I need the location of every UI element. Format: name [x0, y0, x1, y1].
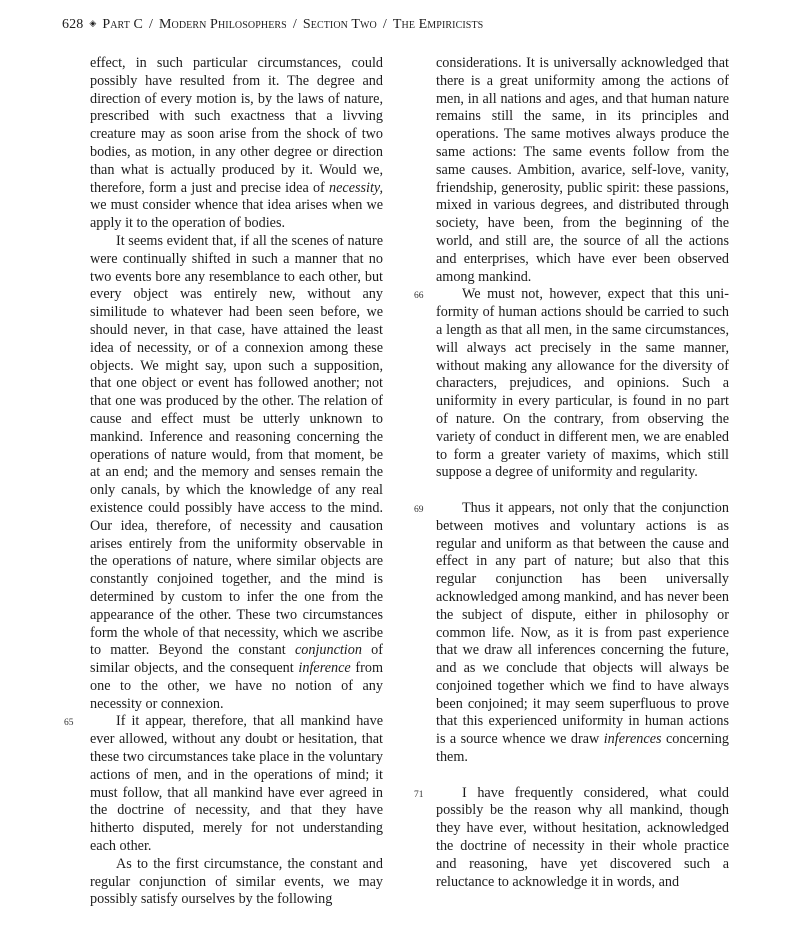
- paragraph-text: Thus it appears, not only that the conjunction between motives and voluntary actions is as regular and uniform as that between the cause and effect in any part of nature; but also that this regular conjunction has been universally acknowledged among mankind, and has never been the subject of dispute, either in philosophy or common life. Now, as it is from past experience that we draw all inferences concerning the future, and as we conclude that objects will always be conjoined together which we find to have always been conjoined; it may seem superfluous to prove that this experienced uniformity in human actions is a source whence we draw: [436, 499, 729, 748]
- emphasis-text: necessity,: [329, 179, 383, 196]
- paragraph-text: If it appear, therefore, that all mankind have ever allowed, without any doubt or hesitation, that these two circumstances take place in the voluntary actions of men, and in the operations of mind; it must follow, that all mankind have ever agreed in the doctrine of necessity, and that they have hitherto disputed, merely for not understanding each other.: [90, 713, 383, 855]
- paragraph: [414, 286, 729, 482]
- paragraph-text: We must not, however, expect that this uniformity of human actions should be carried to such a length as that all men, in the same circumstances, will always act precisely in the same manner, without making any allowance for the diversity of characters, prejudices, and opinions. Such a uniformity in every particular, is found in no part of nature. On the contrary, from observing the variety of conduct in different men, we are enabled to form a greater variety of maxims, which still suppose a degree of uniformity and regularity.: [436, 286, 729, 481]
- header-separator: /: [148, 17, 153, 32]
- paragraph: [414, 499, 729, 767]
- header-section: Section Two: [302, 17, 377, 32]
- paragraph-text: As to the first circumstance, the constant and regular conjunction of similar events, we may possibly satisfy ourselves by the following: [90, 855, 383, 908]
- right-column: [414, 55, 729, 891]
- paragraph: [64, 713, 383, 855]
- paragraph-text: concerning them.: [436, 731, 729, 766]
- paragraph-text: from one to the other, we have no notion of any necessity or connexion.: [90, 660, 383, 712]
- page-number: 628: [62, 17, 84, 32]
- paragraph-text: we must consider whence that idea arises when we apply it to the operation of bodies.: [90, 197, 383, 232]
- running-header: [62, 17, 762, 37]
- paragraph-text: effect, in such particular circumstances, could possibly have resulted from it. The degree and direction of every motion is, by the laws of nature, prescribed with such exactness that a livving creature may as soon arise from the shock of two bodies, as motion, in any other degree or direction than what is actually produced by it. Would we, therefore, form a just and precise idea of: [90, 55, 383, 196]
- paragraph: [90, 233, 383, 714]
- emphasis-text: inferences: [603, 731, 662, 748]
- emphasis-text: conjunction: [294, 642, 362, 659]
- paragraph: [414, 784, 729, 892]
- marginal-number: 71: [414, 789, 424, 800]
- left-column: [64, 55, 383, 909]
- header-section-title: The Empiricists: [392, 17, 484, 32]
- diamond-icon: ◈: [89, 18, 97, 28]
- paragraph: [90, 856, 383, 909]
- paragraph-text: I have frequently considered, what could possibly be the reason why all mankind, though they have ever, without hesitation, acknowledged the doctrine of necessity in their whole practice and reasoning, have yet discovered such a reluctance to acknowledge it in words, and: [436, 784, 729, 890]
- marginal-number: 66: [414, 291, 424, 302]
- paragraph: [436, 55, 729, 286]
- paragraph-text: of similar objects, and the consequent: [90, 642, 383, 677]
- header-part: Part C: [102, 17, 143, 32]
- header-part-title: Modern Philosophers: [158, 17, 287, 32]
- header-separator: /: [292, 17, 297, 32]
- paragraph-text: considerations. It is universally acknowledged that there is a great uniformity among the actions of men, in all nations and ages, and that human nature remains still the same, in its principles and operations. The same motives always produce the same actions: The same events follow from the same causes. Ambition, avarice, self-love, vanity, friendship, generosity, public spirit: these passions, mixed in various degrees, and distributed through society, have been, from the beginning of the world, and still are, the source of all the actions and enterprises, which have ever been observed among mankind.: [436, 55, 729, 285]
- paragraph-text: It seems evident that, if all the scenes of nature were continually shifted in such a manner that no two events bore any resemblance to each other, but every object was entirely new, without any similitude to whatever had been seen before, we should never, in that case, have attained the least idea of necessity, or of a connexion among these objects. We might say, upon such a supposition, that one object or event has followed another; not that one was produced by the other. The relation of cause and effect must be utterly unknown to mankind. Inference and reasoning concerning the operations of nature would, from that moment, be at an end; and the memory and senses remain the only canals, by which the knowledge of any real existence could possibly have access to the mind. Our idea, therefore, of necessity and causation arises entirely from the uniformity observable in the operations of nature, where similar objects are constantly conjoined together, and the mind is determined by custom to infer the one from the appearance of the other. These two circumstances form the whole of that necessity, which we ascribe to matter. Beyond the constant: [90, 232, 383, 659]
- header-separator: /: [382, 17, 387, 32]
- marginal-number: 65: [64, 718, 74, 729]
- paragraph: [90, 55, 383, 233]
- marginal-number: 69: [414, 504, 424, 515]
- emphasis-text: inference: [298, 660, 351, 677]
